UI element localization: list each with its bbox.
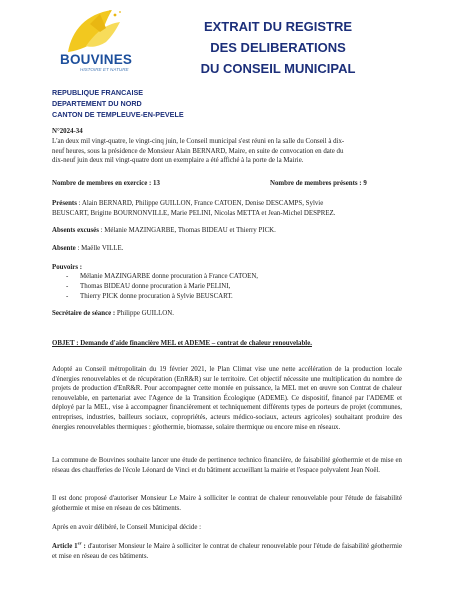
- paragraph-decision: Après en avoir délibéré, le Conseil Municipal décide :: [52, 524, 202, 531]
- article-1: [52, 542, 402, 561]
- subject-block: [52, 340, 312, 347]
- excused-label: Absents excusés: [52, 227, 99, 234]
- proxy-item: - Thomas BIDEAU donne procuration à Marie PELINI,: [66, 283, 231, 290]
- subject-text: : Demande d'aide financière MEL et ADEME – contrat de chaleur renouvelable.: [74, 340, 312, 347]
- title-line: DU CONSEIL MUNICIPAL: [200, 61, 356, 76]
- intro-line: dix-neuf juin deux mil vingt-quatre dont un exemplaire a été affiché à la porte de la Mairie.: [52, 157, 304, 165]
- municipal-logo: [60, 6, 136, 74]
- title-line: EXTRAIT DU REGISTRE: [203, 19, 353, 34]
- presents-list: : Alain BERNARD, Philippe GUILLON, France CATOEN, Denise DESCAMPS, Sylvie: [76, 200, 324, 207]
- intro-line: neuf heures, sous la présidence de Monsieur Alain BERNARD, Maire, en suite de convocation en date du: [52, 147, 344, 155]
- proxies-label: Pouvoirs :: [52, 264, 83, 271]
- members-present: Nombre de membres présents : 9: [270, 180, 367, 187]
- article-text: d'autoriser Monsieur le Maire à solliciter le contrat de chaleur renouvelable pour l'étude de faisabilité géothermie et mise en réseau de ces bâtiments.: [52, 543, 402, 560]
- article-label: Article 1: [52, 543, 78, 550]
- logo-graphic: [60, 6, 136, 56]
- article-superscript: er: [77, 540, 82, 546]
- presents-list-continued: BEUSCART, Brigitte BOURNONVILLE, Marie PELINI, Nicolas METTA et Jean-Michel DESPREZ.: [52, 209, 336, 217]
- administrative-header: [52, 87, 184, 120]
- intro-line: L'an deux mil vingt-quatre, le vingt-cinq juin, le Conseil municipal s'est réuni en la salle du Conseil à dix-: [52, 138, 345, 145]
- secretary-block: [52, 310, 174, 317]
- admin-line: CANTON DE TEMPLEUVE-EN-PEVELE: [52, 110, 184, 119]
- document-title: [188, 16, 368, 79]
- paragraph-proposal: Il est donc proposé d'autoriser Monsieur Le Maire à solliciter le contrat de chaleur renouvelable pour l'étude de faisabilité géothermie et mise en réseau de ces bâtiments.: [52, 495, 402, 512]
- proxy-item: - Mélanie MAZINGARBE donne procuration à France CATOEN,: [66, 273, 259, 280]
- logo-tagline: HISTOIRE ET NATURE: [80, 67, 129, 72]
- admin-line: REPUBLIQUE FRANCAISE: [52, 88, 144, 97]
- session-intro: [52, 137, 402, 166]
- paragraph-project: La commune de Bouvines souhaite lancer une étude de pertinence technico financière, de faisabilité géothermie et de mise en réseau des chaufferies de l'école Léonard de Vinci et du bâtiment accueillant la mairie et l'espace polyvalent Jean Noël.: [52, 457, 402, 474]
- subject-label: OBJET: [52, 340, 75, 347]
- paragraph-context: Adopté au Conseil métropolitain du 19 février 2021, le Plan Climat vise une nette accélération de la production locale d'énergies renouvelables et de récupération (EnR&R) sur le territoire. Cet objectif nécessite une multiplication du nombre de projets de production d'EnR&R. Pour accompagner cette montée en puissance, la MEL met en œuvre son Contrat de chaleur renouvelable, en partenariat avec l'Agence de la Transition Écologique (ADEME). Ce dispositif, financé par l'ADEME et déployé par la MEL, vise à accompagner financièrement et techniquement différents types de porteurs de projet (communes, entreprises, industries, bailleurs sociaux, copropriétés, acteurs médico-sociaux, acteurs agricoles) souhaitant produire des énergies renouvelables thermiques : géothermie, biomasse, solaire thermique ou encore mise en réseaux.: [52, 366, 402, 431]
- logo-brand-text: BOUVINES: [60, 52, 133, 67]
- title-line: DES DELIBERATIONS: [210, 40, 346, 55]
- absent-block: [52, 245, 123, 252]
- excused-list: : Mélanie MAZINGARBE, Thomas BIDEAU et Thierry PICK.: [98, 227, 276, 234]
- presents-block: [52, 199, 402, 218]
- excused-block: [52, 227, 276, 234]
- members-in-office: Nombre de membres en exercice : 13: [52, 180, 160, 187]
- deliberation-number: N°2024-34: [52, 128, 83, 135]
- secretary-name: Philippe GUILLON.: [115, 310, 174, 317]
- absent-name: : Maëlle VILLE.: [75, 245, 124, 252]
- proxy-item: - Thierry PICK donne procuration à Sylvie BEUSCART.: [66, 293, 233, 300]
- article-colon: :: [81, 543, 86, 550]
- secretary-label: Secrétaire de séance :: [52, 310, 116, 317]
- absent-label: Absente: [52, 245, 76, 252]
- presents-label: Présents: [52, 200, 77, 207]
- admin-line: DEPARTEMENT DU NORD: [52, 99, 142, 108]
